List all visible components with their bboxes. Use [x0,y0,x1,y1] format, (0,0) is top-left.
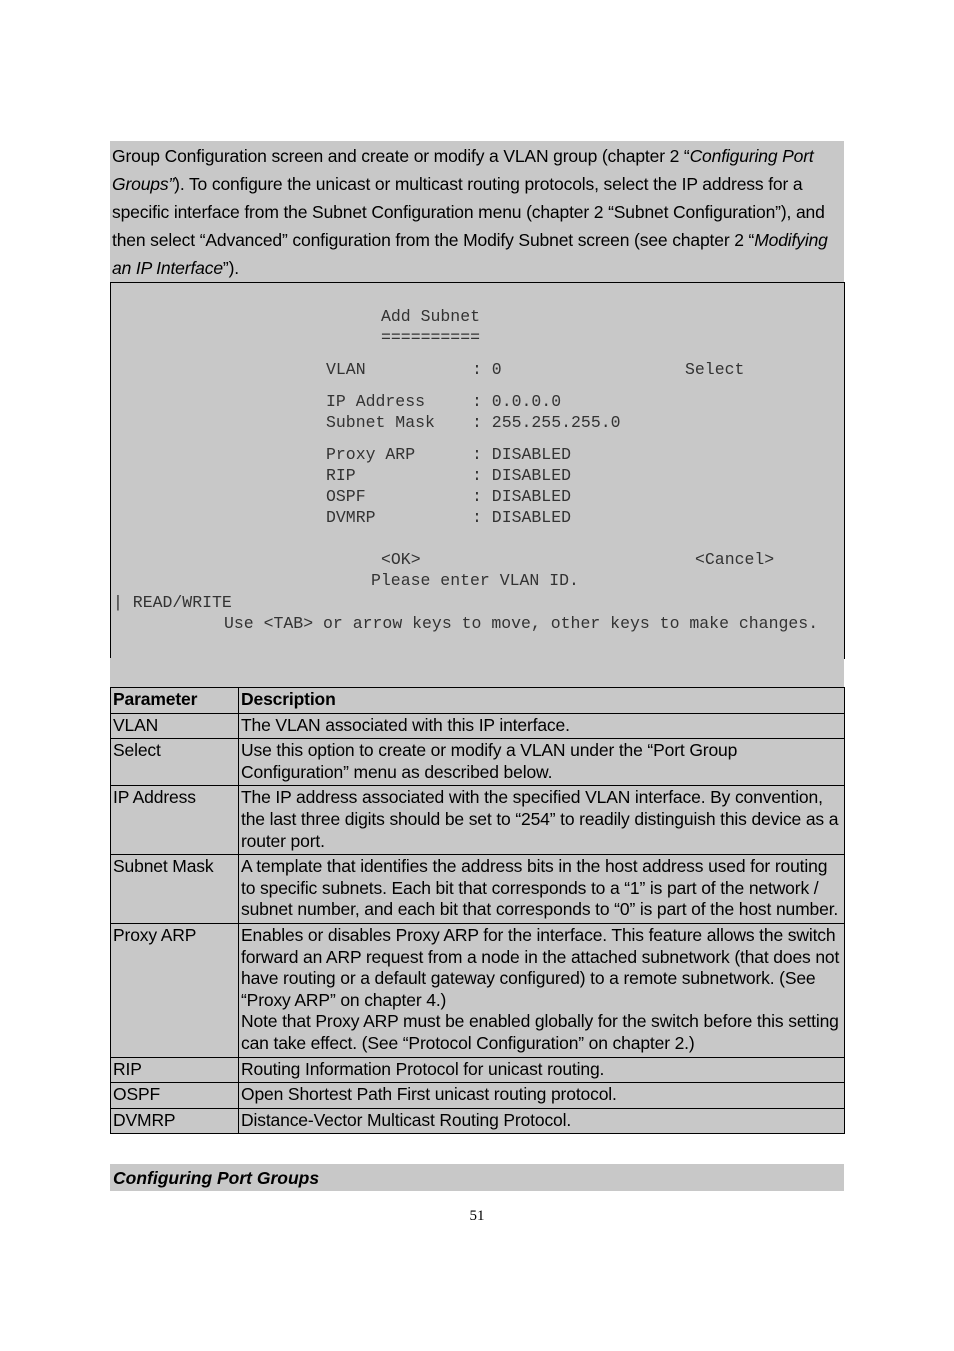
header-parameter: Parameter [111,688,239,714]
param-description: Distance-Vector Multicast Routing Protocol. [239,1108,845,1134]
param-name: Proxy ARP [111,923,239,1057]
table-row [111,1083,845,1109]
param-name: Select [111,739,239,786]
screen-title: Add Subnet [381,307,481,326]
param-description: The IP address associated with the specified VLAN interface. By convention, the last three digits should be set to “254” to readily distinguish this device as a router port. [239,786,845,855]
field-value-rip[interactable]: : DISABLED [472,466,572,485]
header-description: Description [239,688,845,714]
table-row [111,855,845,924]
param-name: Subnet Mask [111,855,239,924]
field-label-subnet-mask: Subnet Mask [326,413,435,432]
status-prompt: Please enter VLAN ID. [371,571,579,590]
param-name: VLAN [111,713,239,739]
intro-link-configuring-port-groups: Configuring Port Groups” [112,146,814,194]
field-value-proxy-arp[interactable]: : DISABLED [472,445,572,464]
table-row [111,923,845,1057]
param-description [239,923,845,1057]
ok-button[interactable]: <OK> [381,550,421,569]
table-header-row [111,688,845,714]
intro-paragraph-block [110,141,844,282]
section-heading: Configuring Port Groups [113,1168,320,1188]
cancel-button[interactable]: <Cancel> [695,550,775,569]
section-heading-block [110,1164,844,1191]
param-description-line-1: Enables or disables Proxy ARP for the interface. This feature allows the switch forward an ARP request from a node in the attached subnetwork (that does not have routing or a default gateway configured) to a remote subnetwork. (See “Proxy ARP” on chapter 4.) [241,924,840,1010]
field-value-ospf[interactable]: : DISABLED [472,487,572,506]
field-label-proxy-arp: Proxy ARP [326,445,416,464]
field-value-subnet-mask[interactable]: : 255.255.255.0 [472,413,621,432]
field-value-ip-address[interactable]: : 0.0.0.0 [472,392,562,411]
param-description: Routing Information Protocol for unicast routing. [239,1057,845,1083]
intro-text-2: ). To configure the unicast or multicast routing protocols, select the IP address for a specific interface from the Subnet Configuration menu (chapter 2 “Subnet Configuration”), and then select “Advanced” configuration from the Modify Subnet screen (see chapter 2 “ [112,174,825,250]
field-label-vlan: VLAN [326,360,366,379]
field-value-vlan[interactable]: : 0 [472,360,502,379]
intro-link-modifying-ip-interface: Modifying an IP Interface [112,230,828,278]
param-name: RIP [111,1057,239,1083]
help-line: Use <TAB> or arrow keys to move, other keys to make changes. [224,614,819,633]
terminal-screen [110,282,845,659]
screen-title-underline: ========== [381,328,481,347]
param-name: DVMRP [111,1108,239,1134]
field-label-ip-address: IP Address [326,392,426,411]
param-description: Use this option to create or modify a VLAN under the “Port Group Configuration” menu as described below. [239,739,845,786]
access-mode: | READ/WRITE [113,593,232,612]
table-row [111,786,845,855]
table-row [111,739,845,786]
intro-text-3: ”). [222,258,239,278]
param-description: Open Shortest Path First unicast routing protocol. [239,1083,845,1109]
field-value-dvmrp[interactable]: : DISABLED [472,508,572,527]
intro-text-1: Group Configuration screen and create or modify a VLAN group (chapter 2 “ [112,146,690,166]
param-description: A template that identifies the address bits in the host address used for routing to specific subnets. Each bit that corresponds to a “1” is part of the network / subnet number, and each bit that corresponds to “0” is part of the host number. [239,855,845,924]
param-name: OSPF [111,1083,239,1109]
spacer-band [110,658,844,687]
param-name: IP Address [111,786,239,855]
intro-paragraph [110,141,844,282]
parameter-table [110,687,845,1134]
table-row [111,1108,845,1134]
field-label-ospf: OSPF [326,487,366,506]
param-description-note: Note that Proxy ARP must be enabled globally for the switch before this setting can take effect. (See “Protocol Configuration” on chapter 2.) [241,1011,839,1053]
field-label-dvmrp: DVMRP [326,508,376,527]
page-number: 51 [469,1208,485,1224]
table-row [111,713,845,739]
param-description: The VLAN associated with this IP interface. [239,713,845,739]
field-label-rip: RIP [326,466,356,485]
select-button[interactable]: Select [685,360,745,379]
table-row [111,1057,845,1083]
